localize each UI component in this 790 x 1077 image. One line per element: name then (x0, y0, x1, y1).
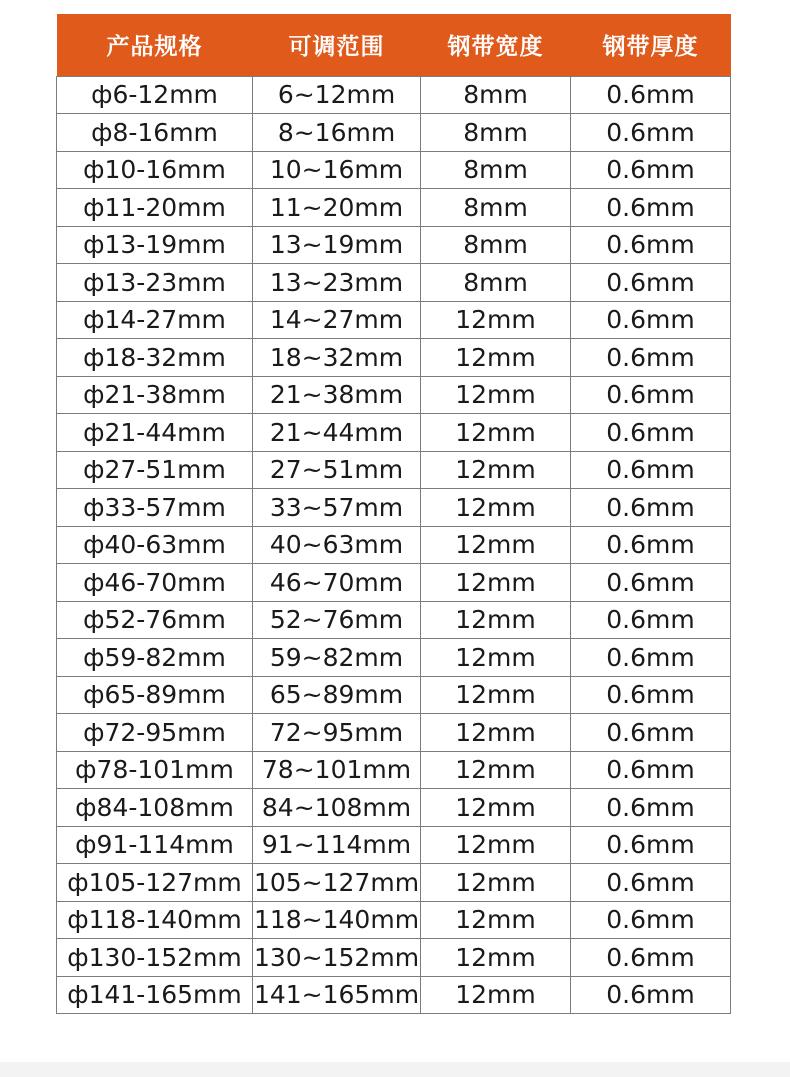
header-band-width: 钢带宽度 (447, 34, 544, 61)
bottom-band (0, 1062, 790, 1077)
adjustable-range-cell: 40~63mm (253, 526, 421, 564)
table-row (57, 639, 731, 677)
band-width-cell: 12mm (421, 301, 571, 339)
table-row (57, 939, 731, 977)
table-header (57, 14, 731, 76)
band-width-cell: 12mm (421, 489, 571, 527)
product-spec-cell: ф46-70mm (57, 564, 253, 602)
adjustable-range-cell: 27~51mm (253, 451, 421, 489)
band-thickness-cell: 0.6mm (571, 151, 731, 189)
adjustable-range-cell: 141~165mm (253, 976, 421, 1014)
product-spec-cell: ф8-16mm (57, 114, 253, 152)
adjustable-range-cell: 91~114mm (253, 826, 421, 864)
table-row (57, 339, 731, 377)
table-row (57, 76, 731, 114)
table-row (57, 751, 731, 789)
product-spec-cell: ф118-140mm (57, 901, 253, 939)
band-thickness-cell: 0.6mm (571, 826, 731, 864)
band-thickness-cell: 0.6mm (571, 864, 731, 902)
band-thickness-cell: 0.6mm (571, 526, 731, 564)
adjustable-range-cell: 130~152mm (253, 939, 421, 977)
hose-clamp-spec-table (56, 14, 731, 1014)
product-spec-cell: ф78-101mm (57, 751, 253, 789)
band-width-cell: 8mm (421, 264, 571, 302)
band-width-cell: 8mm (421, 226, 571, 264)
adjustable-range-cell: 21~44mm (253, 414, 421, 452)
band-thickness-cell: 0.6mm (571, 226, 731, 264)
adjustable-range-cell: 59~82mm (253, 639, 421, 677)
band-width-cell: 12mm (421, 526, 571, 564)
adjustable-range-cell: 21~38mm (253, 376, 421, 414)
adjustable-range-cell: 14~27mm (253, 301, 421, 339)
table-row (57, 489, 731, 527)
band-width-cell: 12mm (421, 714, 571, 752)
product-spec-cell: ф14-27mm (57, 301, 253, 339)
header-product-spec: 产品规格 (106, 34, 203, 61)
product-spec-cell: ф141-165mm (57, 976, 253, 1014)
band-thickness-cell: 0.6mm (571, 414, 731, 452)
band-thickness-cell: 0.6mm (571, 489, 731, 527)
band-thickness-cell: 0.6mm (571, 339, 731, 377)
band-thickness-cell: 0.6mm (571, 114, 731, 152)
table-row (57, 901, 731, 939)
product-spec-cell: ф72-95mm (57, 714, 253, 752)
table-row (57, 789, 731, 827)
product-spec-cell: ф11-20mm (57, 189, 253, 227)
band-thickness-cell: 0.6mm (571, 751, 731, 789)
adjustable-range-cell: 18~32mm (253, 339, 421, 377)
product-spec-cell: ф59-82mm (57, 639, 253, 677)
table-body (57, 76, 731, 1014)
band-width-cell: 12mm (421, 376, 571, 414)
band-width-cell: 8mm (421, 189, 571, 227)
table-row (57, 826, 731, 864)
adjustable-range-cell: 46~70mm (253, 564, 421, 602)
adjustable-range-cell: 118~140mm (253, 901, 421, 939)
table-row (57, 714, 731, 752)
table-row (57, 301, 731, 339)
band-width-cell: 12mm (421, 339, 571, 377)
adjustable-range-cell: 65~89mm (253, 676, 421, 714)
table-row (57, 564, 731, 602)
band-thickness-cell: 0.6mm (571, 451, 731, 489)
band-thickness-cell: 0.6mm (571, 301, 731, 339)
band-width-cell: 12mm (421, 751, 571, 789)
band-width-cell: 12mm (421, 451, 571, 489)
product-spec-cell: ф13-19mm (57, 226, 253, 264)
table-row (57, 526, 731, 564)
product-spec-cell: ф10-16mm (57, 151, 253, 189)
band-width-cell: 12mm (421, 901, 571, 939)
band-thickness-cell: 0.6mm (571, 676, 731, 714)
adjustable-range-cell: 84~108mm (253, 789, 421, 827)
band-width-cell: 12mm (421, 864, 571, 902)
header-band-thickness: 钢带厚度 (602, 34, 699, 61)
band-width-cell: 12mm (421, 601, 571, 639)
table-row (57, 864, 731, 902)
adjustable-range-cell: 52~76mm (253, 601, 421, 639)
product-spec-cell: ф6-12mm (57, 76, 253, 114)
band-width-cell: 12mm (421, 789, 571, 827)
header-adjustable-range: 可调范围 (288, 34, 385, 61)
table-row (57, 151, 731, 189)
table-row (57, 601, 731, 639)
table-row (57, 114, 731, 152)
adjustable-range-cell: 78~101mm (253, 751, 421, 789)
band-thickness-cell: 0.6mm (571, 564, 731, 602)
adjustable-range-cell: 6~12mm (253, 76, 421, 114)
adjustable-range-cell: 13~23mm (253, 264, 421, 302)
product-spec-cell: ф52-76mm (57, 601, 253, 639)
band-width-cell: 12mm (421, 414, 571, 452)
adjustable-range-cell: 10~16mm (253, 151, 421, 189)
band-thickness-cell: 0.6mm (571, 376, 731, 414)
band-thickness-cell: 0.6mm (571, 976, 731, 1014)
band-width-cell: 12mm (421, 976, 571, 1014)
adjustable-range-cell: 33~57mm (253, 489, 421, 527)
band-width-cell: 12mm (421, 564, 571, 602)
table-row (57, 414, 731, 452)
product-spec-cell: ф40-63mm (57, 526, 253, 564)
band-width-cell: 12mm (421, 676, 571, 714)
adjustable-range-cell: 72~95mm (253, 714, 421, 752)
header-row (57, 14, 731, 76)
band-width-cell: 8mm (421, 114, 571, 152)
band-width-cell: 12mm (421, 826, 571, 864)
band-thickness-cell: 0.6mm (571, 939, 731, 977)
adjustable-range-cell: 8~16mm (253, 114, 421, 152)
product-spec-cell: ф33-57mm (57, 489, 253, 527)
adjustable-range-cell: 11~20mm (253, 189, 421, 227)
band-width-cell: 8mm (421, 76, 571, 114)
table-row (57, 189, 731, 227)
band-thickness-cell: 0.6mm (571, 76, 731, 114)
product-spec-cell: ф130-152mm (57, 939, 253, 977)
product-spec-cell: ф21-44mm (57, 414, 253, 452)
table-row (57, 451, 731, 489)
table-row (57, 264, 731, 302)
band-thickness-cell: 0.6mm (571, 714, 731, 752)
table-row (57, 676, 731, 714)
adjustable-range-cell: 105~127mm (253, 864, 421, 902)
product-spec-cell: ф27-51mm (57, 451, 253, 489)
table-row (57, 226, 731, 264)
product-spec-cell: ф65-89mm (57, 676, 253, 714)
band-thickness-cell: 0.6mm (571, 189, 731, 227)
adjustable-range-cell: 13~19mm (253, 226, 421, 264)
band-thickness-cell: 0.6mm (571, 601, 731, 639)
band-thickness-cell: 0.6mm (571, 639, 731, 677)
table-row (57, 376, 731, 414)
band-width-cell: 12mm (421, 939, 571, 977)
band-thickness-cell: 0.6mm (571, 901, 731, 939)
product-spec-cell: ф21-38mm (57, 376, 253, 414)
product-spec-cell: ф18-32mm (57, 339, 253, 377)
product-spec-cell: ф91-114mm (57, 826, 253, 864)
product-spec-cell: ф84-108mm (57, 789, 253, 827)
product-spec-cell: ф13-23mm (57, 264, 253, 302)
band-thickness-cell: 0.6mm (571, 264, 731, 302)
table-row (57, 976, 731, 1014)
band-thickness-cell: 0.6mm (571, 789, 731, 827)
band-width-cell: 12mm (421, 639, 571, 677)
product-spec-cell: ф105-127mm (57, 864, 253, 902)
band-width-cell: 8mm (421, 151, 571, 189)
